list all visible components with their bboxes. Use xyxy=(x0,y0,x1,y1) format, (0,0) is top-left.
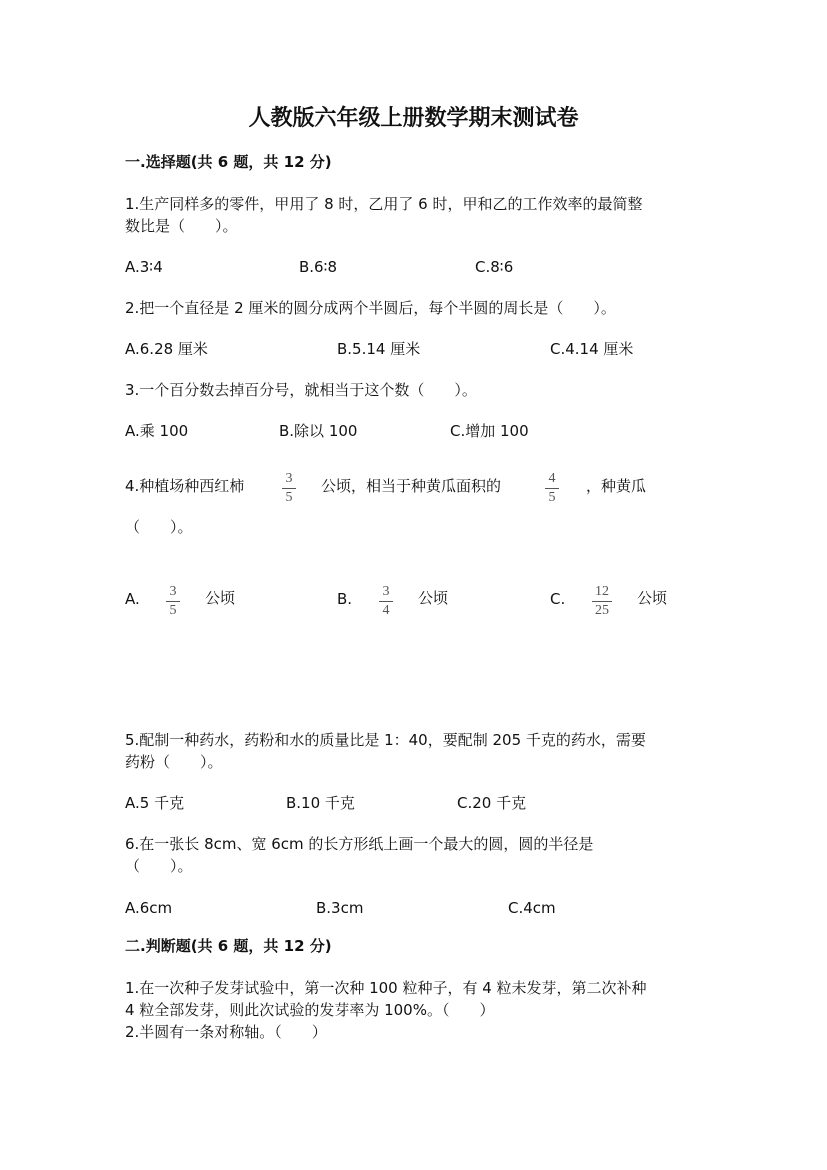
question-4-text-cont: （ ）。 xyxy=(125,518,193,536)
page-title: 人教版六年级上册数学期末测试卷 xyxy=(248,105,579,131)
judgement-1-text: 1.在一次种子发芽试验中，第一次种 100 粒种子，有 4 粒未发芽，第二次补种 xyxy=(125,979,647,997)
option-fraction xyxy=(592,585,612,618)
question-5-text: 5.配制一种药水，药粉和水的质量比是 1：40，要配制 205 千克的药水，需要 xyxy=(125,731,646,749)
question-4-text-part3: ，种黄瓜 xyxy=(586,477,647,495)
option-letter: B. xyxy=(337,590,353,608)
q3-option-a[interactable]: A.乘 100 xyxy=(125,422,189,440)
q3-option-c[interactable]: C.增加 100 xyxy=(450,422,529,440)
q5-option-c[interactable]: C.20 千克 xyxy=(457,794,527,812)
option-fraction xyxy=(379,585,393,618)
fraction-numerator: 3 xyxy=(382,584,390,599)
q2-option-a[interactable]: A.6.28 厘米 xyxy=(125,340,208,358)
question-4-fraction-1 xyxy=(282,472,296,505)
fraction-bar xyxy=(545,488,559,489)
q5-option-a[interactable]: A.5 千克 xyxy=(125,794,185,812)
fraction-denominator: 25 xyxy=(595,603,609,618)
q6-option-b[interactable]: B.3cm xyxy=(316,899,364,917)
q1-option-c[interactable]: C.8∶6 xyxy=(475,258,514,276)
question-6-text: 6.在一张长 8cm、宽 6cm 的长方形纸上画一个最大的圆，圆的半径是 xyxy=(125,835,594,853)
section-heading-judgement: 二.判断题(共 6 题，共 12 分) xyxy=(125,937,332,955)
question-4-text-part2: 公顷，相当于种黄瓜面积的 xyxy=(321,477,502,495)
question-4-fraction-2 xyxy=(545,472,559,505)
question-2-text: 2.把一个直径是 2 厘米的圆分成两个半圆后，每个半圆的周长是（ ）。 xyxy=(125,299,616,317)
fraction-denominator: 4 xyxy=(382,603,390,618)
question-6-text-cont: （ ）。 xyxy=(125,857,193,875)
q2-option-b[interactable]: B.5.14 厘米 xyxy=(337,340,421,358)
fraction-denominator: 5 xyxy=(548,490,556,505)
judgement-1-text-cont: 4 粒全部发芽，则此次试验的发芽率为 100%。（ ） xyxy=(125,1001,495,1019)
option-letter: A. xyxy=(125,590,140,608)
question-5-text-cont: 药粉（ ）。 xyxy=(125,753,223,771)
q6-option-c[interactable]: C.4cm xyxy=(508,899,556,917)
q1-option-b[interactable]: B.6∶8 xyxy=(299,258,338,276)
fraction-denominator: 5 xyxy=(169,603,177,618)
question-4-text-part1: 4.种植场种西红柿 xyxy=(125,477,245,495)
option-unit: 公顷 xyxy=(418,589,449,607)
q6-option-a[interactable]: A.6cm xyxy=(125,899,173,917)
question-3-text: 3.一个百分数去掉百分号，就相当于这个数（ ）。 xyxy=(125,381,477,399)
option-fraction xyxy=(166,585,180,618)
q1-option-a[interactable]: A.3∶4 xyxy=(125,258,163,276)
judgement-2-text: 2.半圆有一条对称轴。（ ） xyxy=(125,1023,327,1041)
fraction-numerator: 3 xyxy=(285,471,293,486)
fraction-numerator: 3 xyxy=(169,584,177,599)
section-heading-choice: 一.选择题(共 6 题，共 12 分) xyxy=(125,153,332,171)
option-unit: 公顷 xyxy=(637,589,668,607)
q3-option-b[interactable]: B.除以 100 xyxy=(279,422,358,440)
fraction-bar xyxy=(282,488,296,489)
fraction-denominator: 5 xyxy=(285,490,293,505)
fraction-bar xyxy=(592,601,612,602)
fraction-numerator: 4 xyxy=(548,471,556,486)
option-unit: 公顷 xyxy=(205,589,236,607)
q5-option-b[interactable]: B.10 千克 xyxy=(286,794,355,812)
option-letter: C. xyxy=(550,590,566,608)
question-1-text: 1.生产同样多的零件，甲用了 8 时，乙用了 6 时，甲和乙的工作效率的最简整 xyxy=(125,195,643,213)
question-1-text-cont: 数比是（ ）。 xyxy=(125,217,238,235)
fraction-bar xyxy=(379,601,393,602)
fraction-bar xyxy=(166,601,180,602)
fraction-numerator: 12 xyxy=(595,584,609,599)
q2-option-c[interactable]: C.4.14 厘米 xyxy=(550,340,634,358)
